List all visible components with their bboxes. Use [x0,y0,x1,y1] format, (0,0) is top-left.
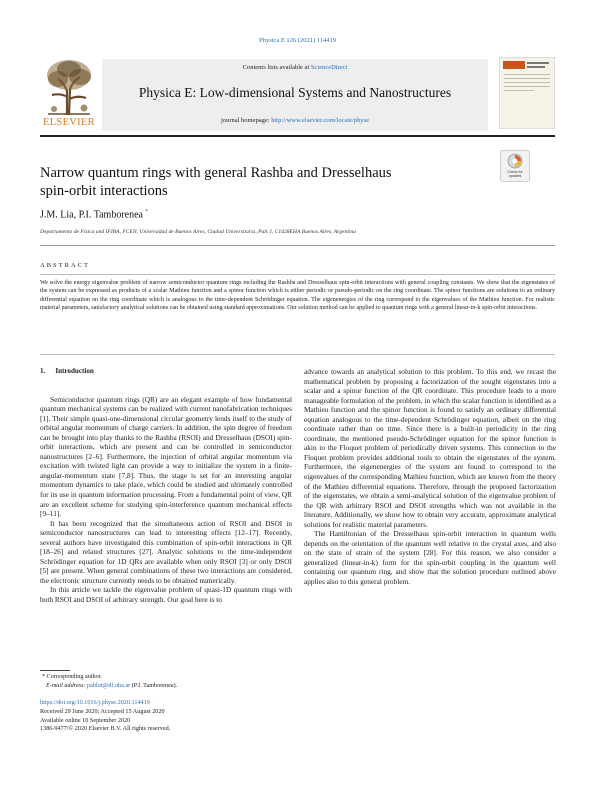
section-title: Introduction [55,367,94,375]
journal-citation[interactable]: Physica E 126 (2021) 114419 [258,37,337,44]
article-title-line: Narrow quantum rings with general Rashba and Dresselhaus [40,165,392,181]
publication-info [40,699,170,734]
contents-line [102,64,488,71]
homepage-line [102,117,488,124]
email-link[interactable]: pablot@df.uba.ar [87,681,131,689]
divider [40,245,555,246]
journal-banner [40,57,555,133]
corresponding-author-mark[interactable]: * [144,209,148,215]
journal-title: Physica E: Low-dimensional Systems and Nanostructures [138,85,452,100]
section-heading [40,367,292,377]
journal-cover-image[interactable] [499,57,555,129]
available-online-date: Available online 10 September 2020 [40,716,131,724]
publisher-name: ELSEVIER [43,117,95,128]
cover-decor [527,66,545,68]
email-line [40,682,177,691]
received-dates: Received 29 June 2020; Accepted 15 August 2020 [40,707,165,715]
email-suffix: (P.I. Tamborenea). [130,681,178,689]
article-title-line: spin-orbit interactions [40,183,168,199]
affiliation: Departamento de Física and IFIBA, FCEN, Universidad de Buenos Aires, Ciudad Universitaria, Pab. I, C1428EHA Buenos Aires, Argentina [40,229,356,235]
doi-link[interactable]: https://doi.org/10.1016/j.physe.2020.114419 [40,699,150,706]
cover-decor [504,78,550,79]
journal-info-box [102,59,488,131]
copyright-line: 1386-9477/© 2020 Elsevier B.V. All rights reserved. [40,725,171,733]
body-paragraph: The Hamiltonian of the Dresselhaus spin-orbit interaction in quantum wells depends on the orientation of the quantum well relative to the crystal axes, and also on the state of strain of the system [28]. For this reason, we also consider a generalized (linear-in-k) form for the spin-orbit coupling in the quantum well containing our quantum ring, and show that the solution procedure outlined above applies also to this general problem. [304,529,556,587]
elsevier-tree-icon [40,57,98,117]
email-label: E-mail address: [46,681,88,689]
author-list [40,209,148,220]
check-for-updates-button[interactable] [500,150,530,182]
body-column-right [304,367,556,587]
body-paragraph: advance towards an analytical solution to this problem. To this end, we recast the mathematical problem by proposing a factorization of the sought eigenstates into a scalar and a spinor function of the QR coordinate. This procedure leads to a more manageable formulation of the problem, in which the scalar function is identified as a Mathieu function and the spinor function is found to satisfy an ordinary differential equation analogous to the time-dependent Schrödinger equation, albeit on the ring coordinate rather than on time. Since there is a built-in periodicity in the ring coordinate, the mentioned pseudo-Schrödinger equation for the spinor function is akin to the Floquet problem of periodically driven systems. This connection to the Floquet problem provides additional tools to obtain the eigenstates of the system. Furthermore, the eigenenergies of the system are found to correspond to the eigenvalues of the corresponding Mathieu function, which are known from the theory of the Mathieu differential equations. Therefore, through the proposed factorization of the eigenstates, we obtain a semi-analytical solution of the eigenvalue problem of the QR with arbitrary RSOI and DSOI strengths which was not available in the literature. Additionally, we show how to obtain very accurate, approximate analytical solutions for realistic material parameters. [304,367,556,529]
divider [40,274,555,275]
article-title [40,164,460,200]
sciencedirect-link[interactable]: ScienceDirect [310,64,348,71]
cover-decor [504,90,534,91]
body-paragraph: In this article we tackle the eigenvalue problem of quasi-1D quantum rings with both RSOI and DSOI of arbitrary strength. Our goal here is to [40,585,292,605]
cover-decor [504,86,550,87]
check-updates-label: Check for updates [507,170,523,178]
homepage-link[interactable]: http://www.elsevier.com/locate/physe [271,117,369,124]
elsevier-logo[interactable] [40,57,98,131]
contents-prefix: Contents lists available at [242,64,311,71]
body-paragraph: Semiconductor quantum rings (QR) are an elegant example of how fundamental quantum mechanical systems can be realized with current nanofabrication techniques [1]. Their simple quasi-one-dimensional circular geometry lends itself to the study of orbital angular momentum of charge carriers. In addition, the spin degree of freedom can be brought into play thanks to the Rashba (RSOI) and Dresselhaus (DSOI) spin-orbit interactions, which are present and can be controlled in semiconductor nanostructures [2–6]. Furthermore, the injection of orbital angular momentum via excitation with twisted light can provide a way to initialize the system in a finite-angular-momentum state [7,8]. Thus, the stage is set for an interesting angular momentum dynamics to take place, which could be studied and ultimately controlled for its use in quantum information processing. From a fundamental point of view, QR are an excellent scheme for studying spin-interference quantum mechanical effects [9–11]. [40,394,292,519]
cover-decor [504,74,550,75]
homepage-prefix: journal homepage: [221,117,272,124]
section-number: 1. [40,367,46,375]
corresponding-author-note: * Corresponding author. [42,673,102,680]
abstract-heading: ABSTRACT [40,262,90,269]
author-names: J.M. Lia, P.I. Tamborenea [40,209,143,221]
cover-decor [504,82,550,83]
divider [40,354,555,355]
body-paragraph: It has been recognized that the simultaneous action of RSOI and DSOI in semiconductor nanostructures can lead to interesting effects [12–17]. Recently, several authors have investigated this combination of spin-orbit interactions in QR [18–26] and related structures [27]. Analytic solutions to the time-independent Schrödinger equation for 1D QRs are available when only RSOI [3] or only DSOI [5] are present. When general combinations of these two interactions are considered, the electronic structure currently needs to be obtained numerically. [40,518,292,585]
spacer [40,386,292,395]
footnote-rule [40,670,70,671]
body-column-left [40,367,292,605]
cover-decor [527,62,549,64]
header-rule [40,135,555,137]
cover-logo-block [503,61,525,69]
footnote [40,673,177,690]
abstract-text: We solve the energy eigenvalue problem of narrow semiconductor quantum rings including the Rashba and Dresselhaus spin-orbit interactions with general coupling constants. We show that the eigenstates of the system can be expressed as products of a scalar Mathieu function and a spinor function which is either periodic or pseudo-periodic on the ring coordinate. The spinor functions are solutions to an ordinary differential equation on the ring coordinate which is analogous to the time-dependent Schrödinger equation. The eigenenergies of the ring correspond to the eigenvalues of the Mathieu function. For realistic material parameters, satisfactory analytical solutions can be obtained using standard approximations. Our solution method can be applied to quantum rings with a general linear-in-k spin-orbit interactions. [40,280,555,312]
